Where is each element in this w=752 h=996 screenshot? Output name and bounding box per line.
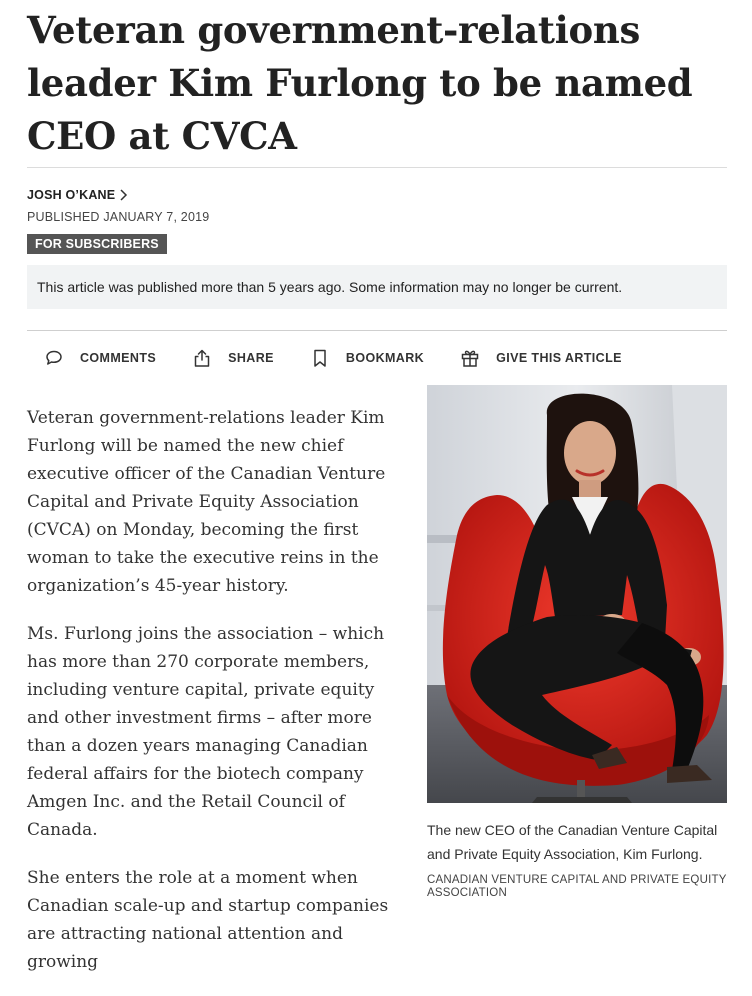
- article-age-notice: This article was published more than 5 years ago. Some information may no longer be current.: [27, 265, 727, 309]
- comments-button[interactable]: [44, 348, 156, 368]
- body-paragraph: She enters the role at a moment when Canadian scale-up and startup companies are attracting national attention and growing: [27, 868, 389, 972]
- author-name: JOSH O’KANE: [27, 188, 116, 202]
- article-photo[interactable]: [427, 385, 727, 803]
- chevron-right-icon: [119, 189, 128, 201]
- article-actions: [44, 346, 658, 370]
- body-paragraph: Ms. Furlong joins the association – which has more than 270 corporate members, including venture capital, private equity and other investment firms – after more than a dozen years managing Canadian federal affairs for the biotech company Amgen Inc. and the Retail Council of Canada.: [27, 624, 385, 840]
- author-link[interactable]: [27, 188, 128, 202]
- give-article-button[interactable]: [460, 348, 622, 368]
- article-headline: Veteran government-relations leader Kim Furlong to be named CEO at CVCA: [27, 8, 693, 158]
- comments-label: COMMENTS: [80, 351, 157, 365]
- give-article-label: GIVE THIS ARTICLE: [496, 351, 622, 365]
- bookmark-label: BOOKMARK: [345, 351, 425, 365]
- photo-illustration: [427, 385, 727, 803]
- gift-icon: [460, 348, 480, 368]
- photo-credit: CANADIAN VENTURE CAPITAL AND PRIVATE EQUITY ASSOCIATION: [427, 874, 727, 899]
- share-label: SHARE: [228, 351, 274, 365]
- share-button[interactable]: [192, 348, 274, 368]
- body-paragraph: Veteran government-relations leader Kim Furlong will be named the new chief executive officer of the Canadian Venture Capital and Private Equity Association (CVCA) on Monday, becoming the first woman to take the executive reins in the organization’s 45-year history.: [27, 408, 386, 596]
- subscriber-badge: FOR SUBSCRIBERS: [27, 234, 167, 254]
- comment-icon: [44, 348, 64, 368]
- bookmark-icon: [310, 348, 330, 368]
- photo-caption: The new CEO of the Canadian Venture Capital and Private Equity Association, Kim Furlong.: [427, 822, 718, 862]
- published-date: PUBLISHED JANUARY 7, 2019: [27, 210, 210, 224]
- divider: [27, 167, 727, 168]
- share-icon: [192, 348, 212, 368]
- article-body: [27, 404, 407, 996]
- bookmark-button[interactable]: [310, 348, 424, 368]
- divider: [27, 330, 727, 331]
